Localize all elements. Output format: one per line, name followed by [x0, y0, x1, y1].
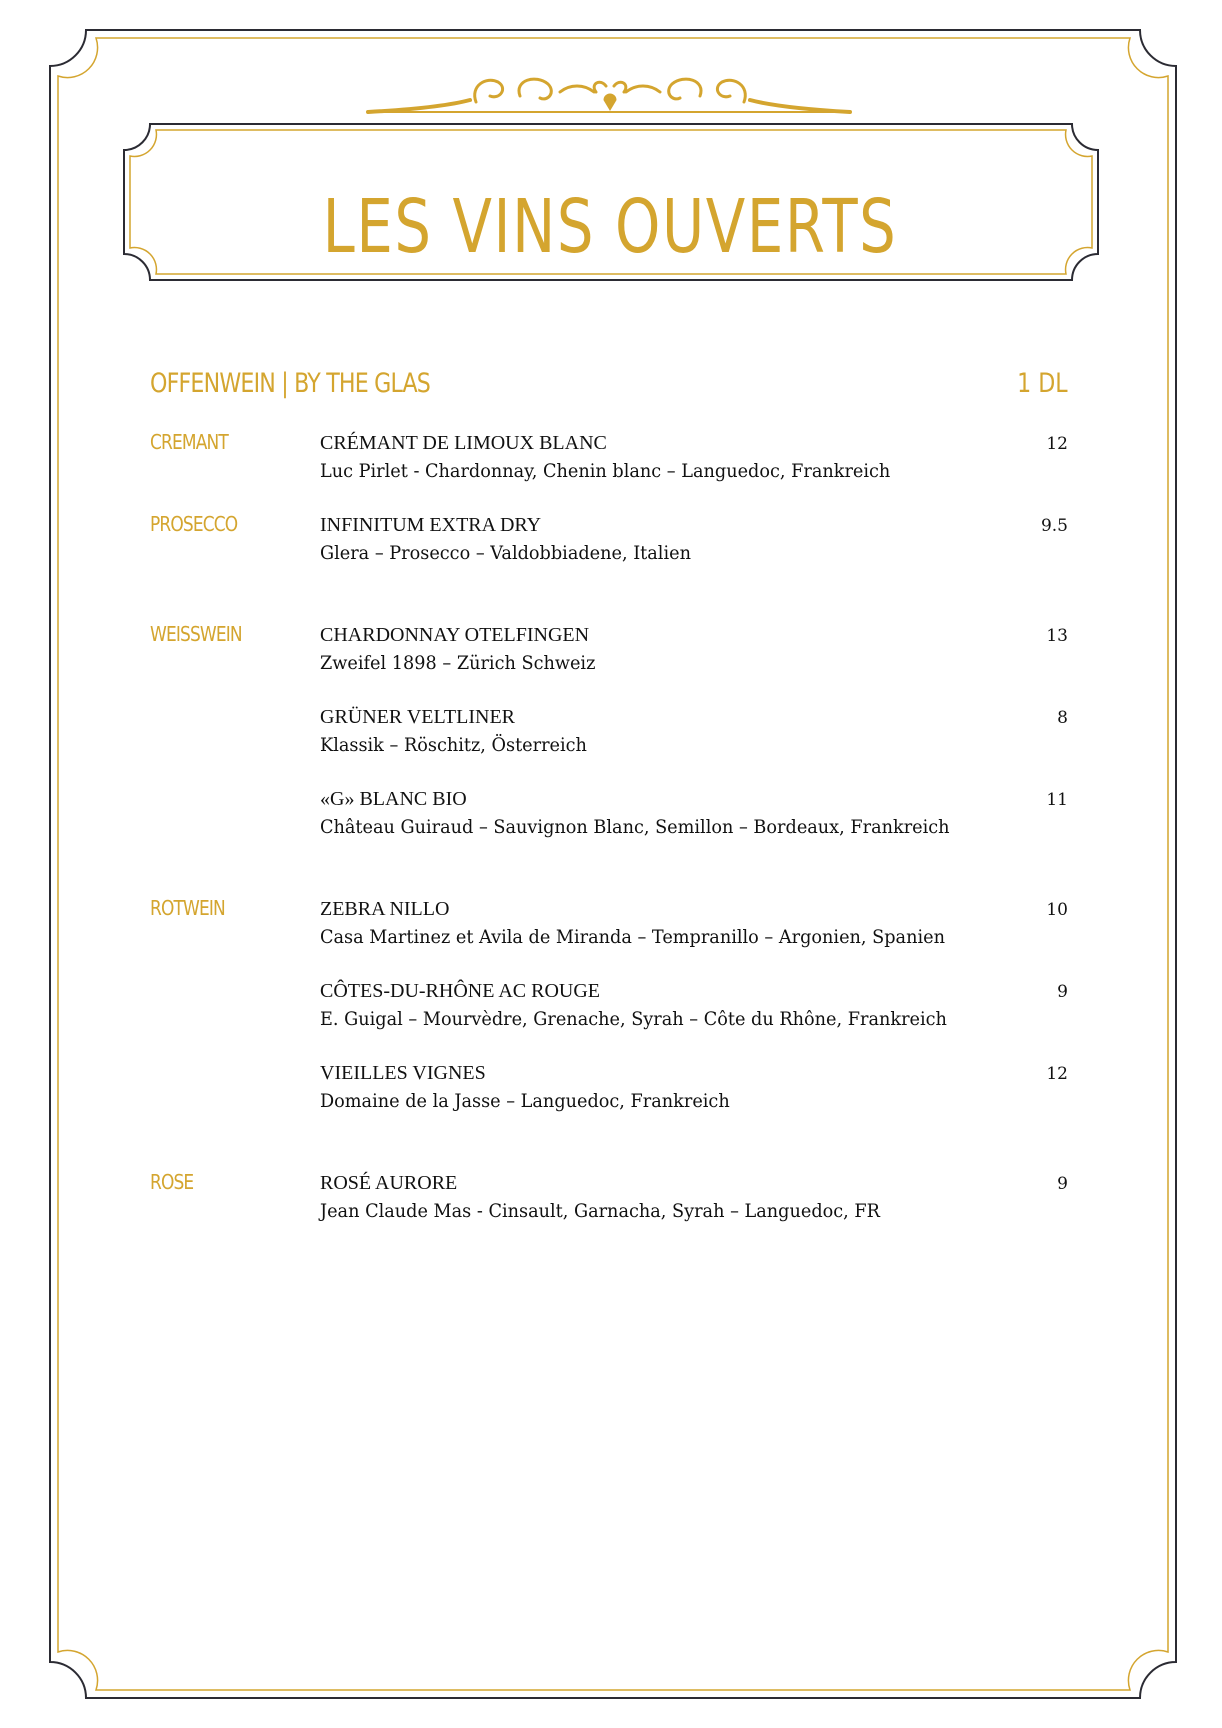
volume-unit: 1 DL	[1017, 368, 1068, 399]
section-header	[150, 368, 1068, 404]
wine-price: 9	[1057, 982, 1068, 1002]
wine-item	[320, 432, 1068, 492]
wine-description: Zweifel 1898 – Zürich Schweiz	[320, 652, 596, 674]
category-weisswein: WEISSWEIN	[150, 622, 242, 646]
wine-price: 9.5	[1040, 516, 1068, 536]
inner-border	[58, 38, 1168, 1690]
category-rotwein: ROTWEIN	[150, 896, 225, 920]
category-cremant: CREMANT	[150, 430, 228, 454]
wine-item	[320, 788, 1068, 848]
wine-name: INFINITUM EXTRA DRY	[320, 514, 542, 536]
wine-description: Luc Pirlet - Chardonnay, Chenin blanc – Languedoc, Frankreich	[320, 460, 891, 482]
wine-description: E. Guigal – Mourvèdre, Grenache, Syrah – Côte du Rhône, Frankreich	[320, 1008, 947, 1030]
category-rose: ROSE	[150, 1170, 194, 1194]
wine-item	[320, 1172, 1068, 1232]
wine-price: 11	[1046, 790, 1068, 810]
wine-item	[320, 514, 1068, 574]
wine-price: 12	[1046, 434, 1068, 454]
wine-description: Jean Claude Mas - Cinsault, Garnacha, Syrah – Languedoc, FR	[320, 1200, 880, 1222]
wine-description: Château Guiraud – Sauvignon Blanc, Semillon – Bordeaux, Frankreich	[320, 816, 950, 838]
wine-name: CHARDONNAY OTELFINGEN	[320, 624, 590, 646]
wine-item	[320, 624, 1068, 684]
wine-price: 8	[1057, 708, 1068, 728]
wine-price: 12	[1046, 1064, 1068, 1084]
wine-description: Glera – Prosecco – Valdobbiadene, Italien	[320, 542, 691, 564]
wine-name: ZEBRA NILLO	[320, 898, 450, 920]
page-title: LES VINS OUVERTS	[322, 184, 898, 270]
wine-item	[320, 1062, 1068, 1122]
wine-name: ROSÉ AURORE	[320, 1172, 458, 1194]
category-prosecco: PROSECCO	[150, 512, 238, 536]
wine-name: GRÜNER VELTLINER	[320, 706, 515, 728]
wine-item	[320, 706, 1068, 766]
wine-price: 10	[1046, 900, 1068, 920]
wine-description: Klassik – Röschitz, Österreich	[320, 734, 587, 756]
section-label: OFFENWEIN | BY THE GLAS	[150, 368, 431, 399]
wine-item	[320, 980, 1068, 1040]
wine-item	[320, 898, 1068, 958]
wine-price: 9	[1057, 1174, 1068, 1194]
wine-price: 13	[1046, 626, 1068, 646]
top-ornament	[368, 79, 850, 112]
wine-name: VIEILLES VIGNES	[320, 1062, 486, 1084]
wine-name: CÔTES-DU-RHÔNE AC ROUGE	[320, 980, 600, 1002]
wine-description: Casa Martinez et Avila de Miranda – Tempranillo – Argonien, Spanien	[320, 926, 945, 948]
wine-name: CRÉMANT DE LIMOUX BLANC	[320, 432, 607, 454]
wine-name: «G» BLANC BIO	[320, 788, 467, 810]
wine-description: Domaine de la Jasse – Languedoc, Frankreich	[320, 1090, 730, 1112]
